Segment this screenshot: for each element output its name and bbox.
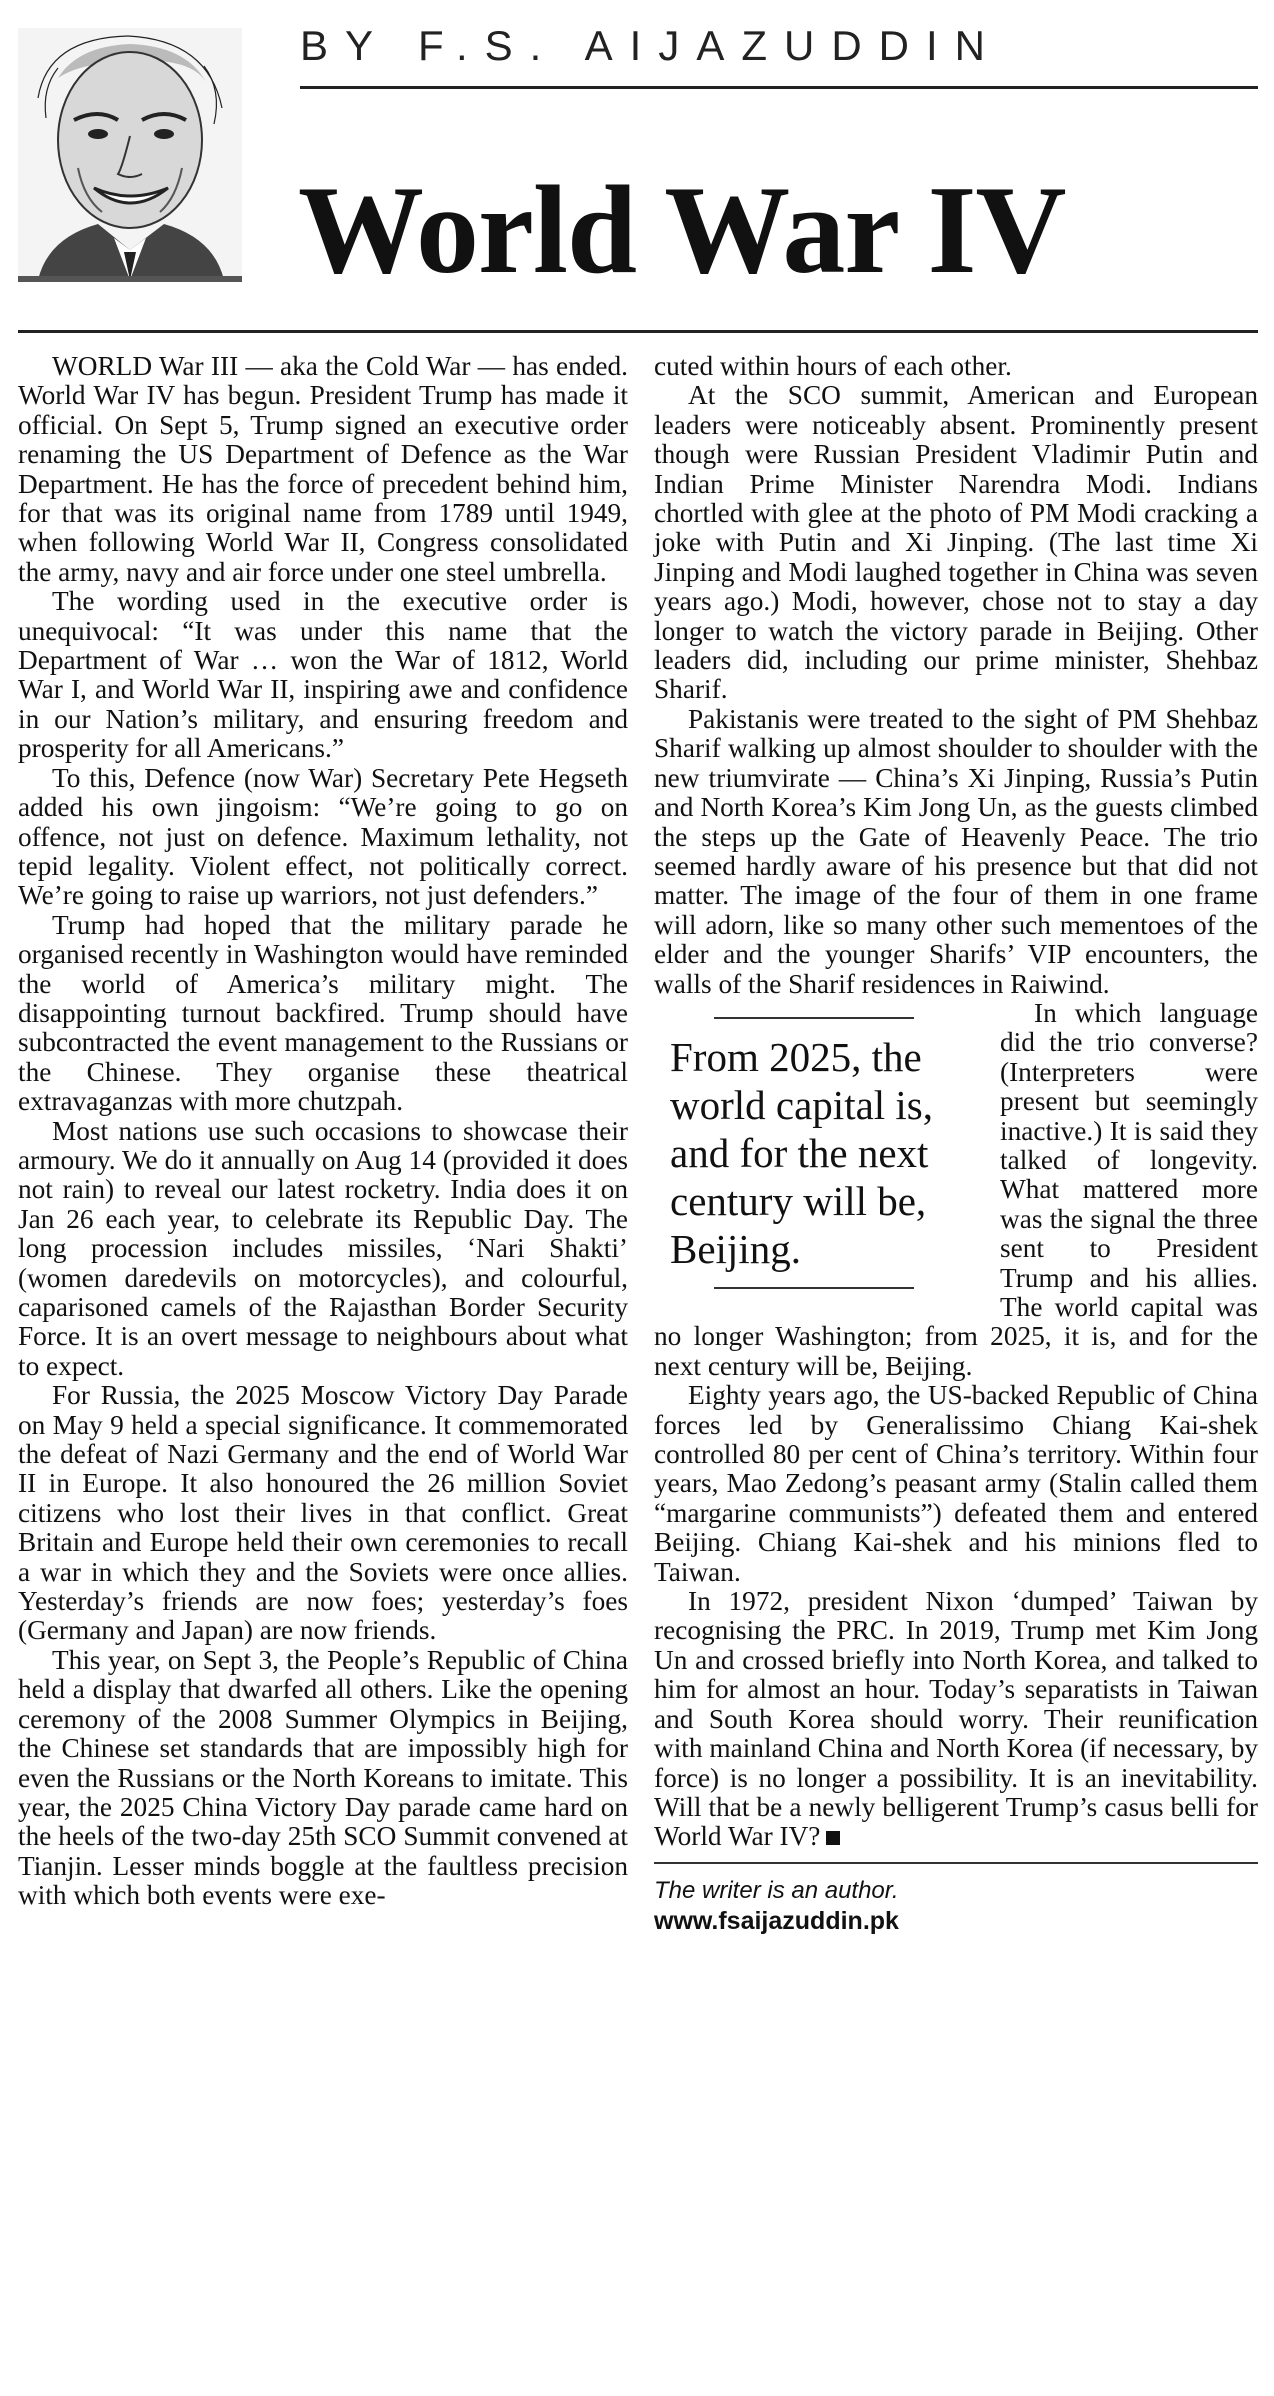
byline: BY F.S. AIJAZUDDIN xyxy=(300,22,1002,69)
paragraph: cuted within hours of each other. xyxy=(654,351,1012,381)
paragraph: To this, Defence (now War) Secretary Pete Hegseth added his own jingoism: “We’re going to go on offence, not just on defence. Maximum lethality, not tepid legality. Violent effect, not politically correct. We’re going to raise up warriors, not just defenders.” xyxy=(18,762,628,911)
paragraph: This year, on Sept 3, the People’s Republic of China held a display that dwarfed all others. Like the opening ceremony of the 2008 Summer Olympics in Beijing, the Chinese set standards that are impossibly high for even the Russians or the North Koreans to imitate. This year, the 2025 China Victory Day parade came hard on the heels of the two-day 25th SCO Summit convened at Tianjin. Lesser minds boggle at the faultless precision with which both events were exe- xyxy=(18,1644,628,1911)
author-portrait xyxy=(18,28,242,280)
paragraph: Trump had hoped that the military parade he organised recently in Washington would have reminded the world of America’s military might. The disappointing turnout backfired. Trump should have subcontracted the event management to the Russians or the Chinese. They organise these theatrical extravaganzas with more chutzpah. xyxy=(18,909,628,1117)
end-mark-icon xyxy=(826,1831,840,1845)
paragraph xyxy=(654,1587,1258,1852)
pull-quote-rule-bottom xyxy=(714,1287,914,1289)
author-portrait-icon xyxy=(18,28,242,280)
headline-rule xyxy=(18,330,1258,333)
byline-rule xyxy=(300,86,1258,89)
headline: World War IV xyxy=(298,161,1066,300)
paragraph: Most nations use such occasions to showcase their armoury. We do it annually on Aug 14 (provided it does not rain) to reveal our latest rocketry. India does it on Jan 26 each year, to celebrate its Republic Day. The long procession includes missiles, ‘Nari Shakti’ (women daredevils on motorcycles), and colourful, caparisoned camels of the Rajasthan Border Security Force. It is an overt message to neighbours about what to expect. xyxy=(18,1115,628,1381)
portrait-border xyxy=(18,276,242,282)
paragraph: At the SCO summit, American and European leaders were noticeably absent. Prominently present though were Russian President Vladimir Putin and Indian Prime Minister Narendra Modi. Indians chortled with glee at the photo of PM Modi cracking a joke with Putin and Xi Jinping. (The last time Xi Jinping and Modi laughed together in China was seven years ago.) Modi, however, chose not to stay a day longer to watch the victory parade in Beijing. Other leaders did, including our prime minister, Shehbaz Sharif. xyxy=(654,380,1258,705)
paragraph: Eighty years ago, the US-backed Republic of China forces led by Generalissimo Chiang Kai-shek controlled 80 per cent of China’s territory. Within four years, Mao Zedong’s peasant army (Stalin called them “margarine communists”) defeated them and entered Beijing. Chiang Kai-shek and his minions fled to Taiwan. xyxy=(654,1380,1258,1587)
footer-rule xyxy=(654,1862,1258,1864)
paragraph: For Russia, the 2025 Moscow Victory Day Parade on May 9 held a special significance. It commemorated the defeat of Nazi Germany and the end of World War II in Europe. It also honoured the 26 million Soviet citizens who lost their lives in that conflict. Great Britain and Europe held their own ceremonies to recall a war in which they and the Soviets were once allies. Yesterday’s friends are now foes; yesterday’s foes (Germany and Japan) are now friends. xyxy=(18,1380,628,1646)
pull-quote-text: From 2025, the world capital is, and for the next century will be, Beijing. xyxy=(670,1033,934,1272)
article-column-left xyxy=(18,352,628,1911)
paragraph: The wording used in the executive order is unequivocal: “It was under this name that the Department of War … won the War of 1812, World War I, and World War II, inspiring awe and confidence in our Nation’s military, and ensuring freedom and prosperity for all Americans.” xyxy=(18,586,628,764)
author-website[interactable]: www.fsaijazuddin.pk xyxy=(654,1906,899,1935)
paragraph: WORLD War III — aka the Cold War — has ended. World War IV has begun. President Trump has made it official. On Sept 5, Trump signed an executive order renaming the US Department of Defence as the War Department. He has the force of precedent behind him, for that was its original name from 1789 until 1949, when following World War II, Congress consolidated the army, navy and air force under one steel umbrella. xyxy=(18,351,628,587)
article-column-right xyxy=(654,352,1258,1936)
pull-quote-rule-top xyxy=(714,1017,914,1019)
pull-quote xyxy=(654,1007,974,1299)
paragraph: In which language did the trio converse? (Interpreters were present but seemingly inactive.) It is said they talked of longevity. What mattered more was the signal the three sent to President Trump and his allies. The world capital was no longer Washington; from 2025, it is, and for the next century will be, Beijing. xyxy=(654,997,1258,1381)
paragraph: Pakistanis were treated to the sight of PM Shehbaz Sharif walking up almost shoulder to shoulder with the new triumvirate — China’s Xi Jinping, Russia’s Putin and North Korea’s Kim Jong Un, as the guests climbed the steps up the Gate of Heavenly Peace. The trio seemed hardly aware of his presence but that did not matter. The image of the four of them in one frame will adorn, like so many other such mementoes of the elder and the younger Sharifs’ VIP encounters, the walls of the Sharif residences in Raiwind. xyxy=(654,703,1258,999)
paragraph-text: In 1972, president Nixon ‘dumped’ Taiwan by recognising the PRC. In 2019, Trump met Kim Jong Un and crossed briefly into North Korea, and talked to him for almost an hour. Today’s separatists in Taiwan and South Korea should worry. Their reunification with mainland China and North Korea (if necessary, by force) is no longer a possibility. It is an inevitability. Will that be a newly belligerent Trump’s casus belli for World War IV? xyxy=(654,1586,1258,1852)
writer-note: The writer is an author. xyxy=(654,1876,899,1904)
